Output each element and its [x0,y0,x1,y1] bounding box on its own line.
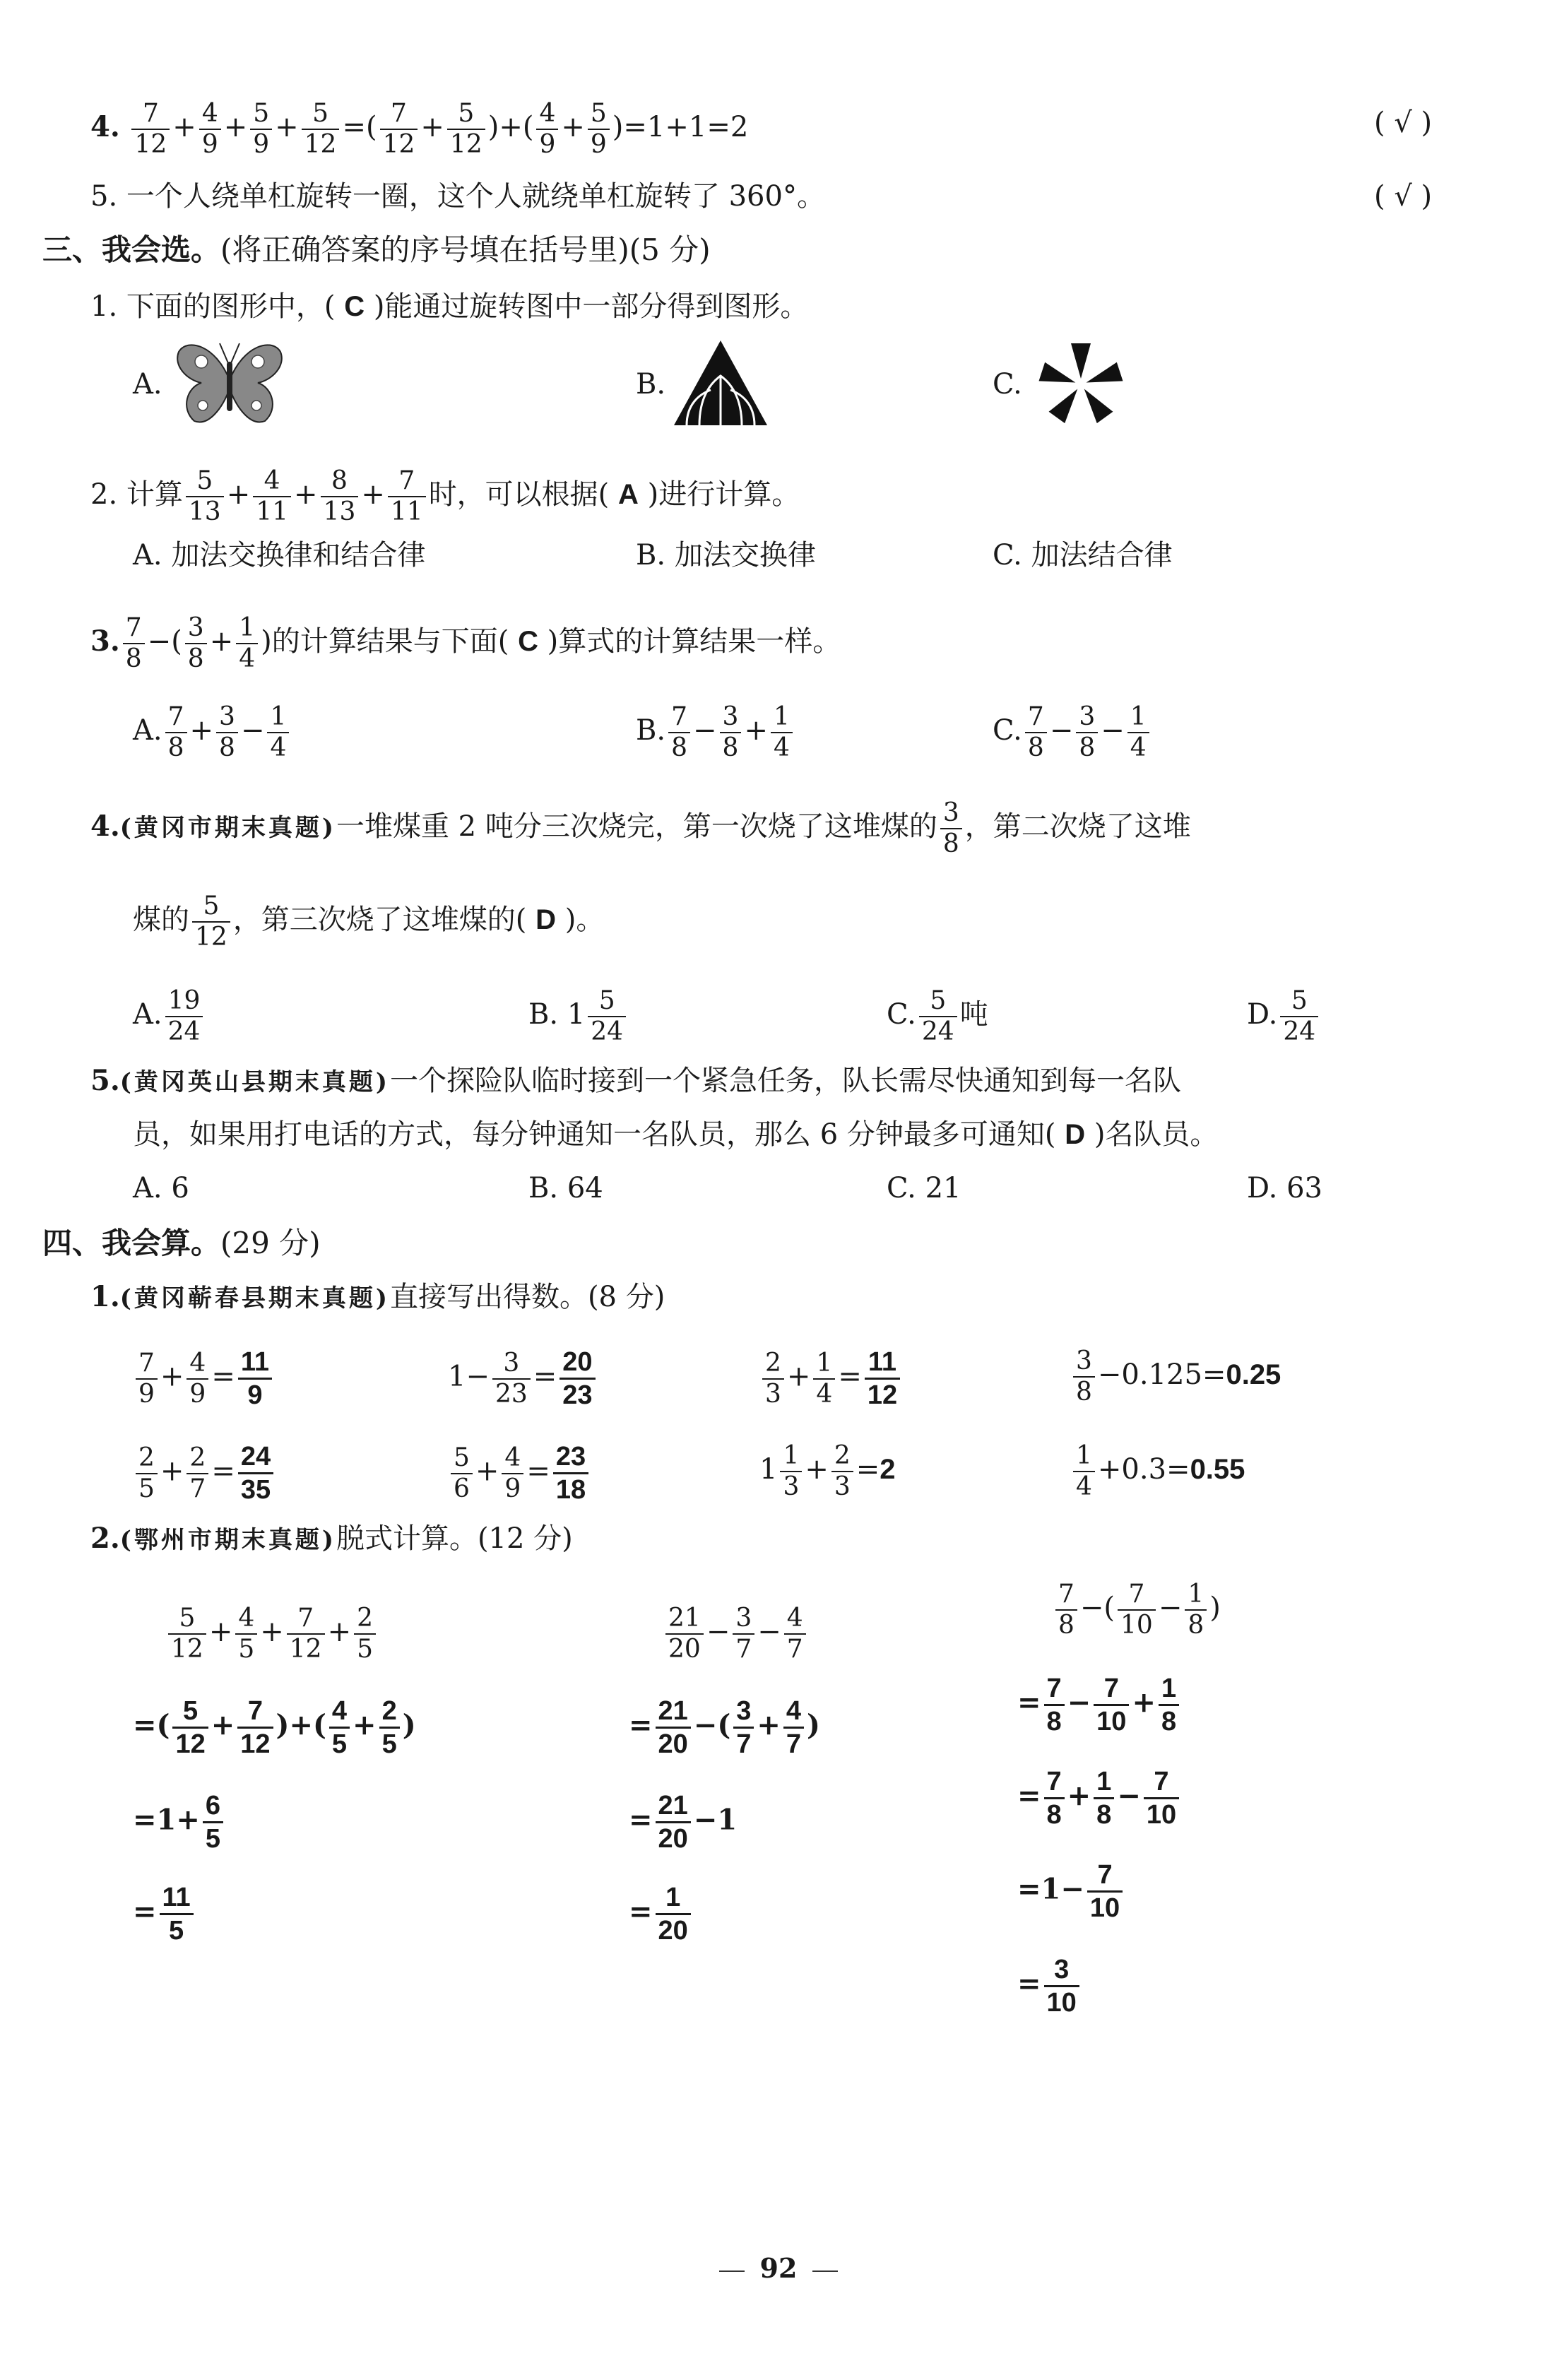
fraction: $\frac{2}{5}$ [354,1604,376,1664]
fraction: $\frac{7}{11}$ [388,466,426,527]
oral-calc-item: 1− $\frac{3}{23}$ = $\frac{20}{23}$ [448,1346,598,1411]
step-calc-step: = $\frac{7}{8}$ − $\frac{7}{10}$ + $\frac{1}{8}$ [1017,1673,1182,1737]
option-c: C. [993,368,1022,401]
fraction: $\frac{7}{8}$ [123,613,145,674]
fraction: $\frac{5}{12}$ [168,1604,206,1664]
option-c: C. 加法结合律 [993,539,1173,572]
judge-item-5: 5. 一个人绕单杠旋转一圈，这个人就绕单杠旋转了 360°。 [90,180,825,213]
fraction: $\frac{7}{8}$ [1044,1766,1065,1830]
fraction: $\frac{3}{8}$ [1073,1346,1095,1407]
fraction: $\frac{7}{8}$ [1025,702,1047,763]
fraction: $\frac{21}{20}$ [656,1695,691,1760]
fraction: $\frac{7}{12}$ [287,1604,325,1664]
option-d: D. $\frac{5}{24}$ [1247,986,1321,1047]
fraction: $\frac{4}{9}$ [536,99,558,160]
fraction: $\frac{4}{7}$ [783,1695,804,1760]
choice-q5-line1: 5.(黄冈英山县期末真题)一个探险队临时接到一个紧急任务，队长需尽快通知到每一名队 [90,1064,1181,1097]
step-calc-result: = $\frac{1}{20}$ [629,1882,694,1946]
option-a: A. 6 [133,1172,189,1204]
oral-calc-item: $\frac{1}{4}$ +0.3=0.55 [1070,1441,1245,1502]
fraction: $\frac{3}{8}$ [1076,702,1098,763]
fraction: $\frac{7}{10}$ [1094,1673,1129,1737]
option-b: B. [636,368,666,401]
step-calc-result: = $\frac{3}{10}$ [1017,1954,1082,2018]
fraction: $\frac{2}{3}$ [831,1441,853,1502]
option-b: B. 加法交换律 [636,539,816,572]
fraction: $\frac{1}{4}$ [236,613,258,674]
judge-item-4: 4. $\frac{7}{12}$ + $\frac{4}{9}$ + $\frac{5}{9}$ + $\frac{5}{12}$ =( $\frac{7}{12}$ + $\frac{5}{12}$ )+( $\frac{4}{9}$ + $\frac{5}{9}$ )=1+1=2 [90,99,749,159]
fraction: $\frac{3}{23}$ [492,1349,531,1409]
butterfly-icon [173,338,286,428]
oral-calc-item: $\frac{7}{9}$ + $\frac{4}{9}$ = $\frac{11}{9}$ [133,1346,275,1411]
fraction: $\frac{5}{12}$ [192,892,230,952]
fraction: $\frac{5}{12}$ [172,1695,208,1760]
fraction: $\frac{7}{10}$ [1144,1766,1179,1830]
fraction: $\frac{11}{5}$ [160,1882,194,1946]
choice-q4-line2: 煤的 $\frac{5}{12}$ ，第三次烧了这堆煤的( D )。 [133,892,605,952]
fraction: $\frac{5}{9}$ [250,99,272,160]
fraction: $\frac{5}{12}$ [302,99,340,160]
fraction: $\frac{7}{9}$ [136,1349,158,1409]
fraction: $\frac{1}{8}$ [1185,1580,1207,1640]
fraction: $\frac{4}{5}$ [235,1604,257,1664]
step-calc-step: =1− $\frac{7}{10}$ [1017,1859,1125,1924]
oral-calc-item: 1 $\frac{1}{3}$ + $\frac{2}{3}$ =2 [759,1441,896,1501]
page-number: 92 [0,2252,1557,2284]
step-calc-problem: $\frac{21}{20}$ − $\frac{3}{7}$ − $\frac{4}{7}$ [663,1604,809,1664]
fraction: $\frac{5}{6}$ [451,1443,473,1504]
fraction: $\frac{21}{20}$ [656,1790,691,1854]
fraction: $\frac{4}{9}$ [502,1443,523,1504]
option-a: A. $\frac{19}{24}$ [133,986,206,1047]
oral-calc-item: $\frac{2}{5}$ + $\frac{2}{7}$ = $\frac{24}{35}$ [133,1441,276,1505]
triangle-pattern-icon [671,338,770,428]
fraction: $\frac{2}{5}$ [379,1695,400,1760]
fraction: $\frac{5}{13}$ [186,466,224,527]
fraction: $\frac{3}{8}$ [185,613,207,674]
fraction: $\frac{1}{3}$ [780,1441,802,1502]
fraction: $\frac{2}{5}$ [136,1443,158,1504]
fraction: $\frac{4}{9}$ [187,1349,208,1409]
option-b: B. 1 $\frac{5}{24}$ [528,986,629,1047]
fraction: $\frac{7}{12}$ [237,1695,273,1760]
oral-calc-item: $\frac{5}{6}$ + $\frac{4}{9}$ = $\frac{23}{18}$ [448,1441,591,1505]
step-calc-result: = $\frac{11}{5}$ [133,1882,196,1946]
option-c: C. $\frac{5}{24}$ 吨 [887,986,988,1046]
fraction: $\frac{7}{8}$ [165,702,187,763]
judge-mark-5: ( √ ) [1374,180,1433,213]
fraction: $\frac{5}{24}$ [1280,986,1318,1047]
step-calc-problem: $\frac{5}{12}$ + $\frac{4}{5}$ + $\frac{7}{12}$ + $\frac{2}{5}$ [165,1604,379,1664]
fraction: $\frac{3}{8}$ [216,702,238,763]
choice-q2: 2. 计算 $\frac{5}{13}$ + $\frac{4}{11}$ + $\frac{8}{13}$ + $\frac{7}{11}$ 时，可以根据( A )进行计算。 [90,466,800,526]
fraction: $\frac{1}{4}$ [1127,702,1149,763]
fraction: $\frac{7}{12}$ [380,99,418,160]
judge-mark-4: ( √ ) [1374,107,1433,139]
fraction: $\frac{8}{13}$ [321,466,359,527]
step-calc-step: = $\frac{21}{20}$ −1 [629,1791,738,1854]
fraction: $\frac{7}{8}$ [668,702,690,763]
fraction: $\frac{4}{9}$ [199,99,221,160]
five-petal-icon [1031,339,1130,427]
fraction: $\frac{3}{7}$ [733,1604,754,1664]
fraction: $\frac{21}{20}$ [665,1604,704,1664]
fraction: $\frac{3}{7}$ [733,1695,754,1760]
step-calc-step: = $\frac{21}{20}$ −( $\frac{3}{7}$ + $\frac{4}{7}$ ) [629,1696,820,1759]
fraction: $\frac{1}{20}$ [656,1882,691,1946]
answer-fraction: $\frac{23}{18}$ [553,1441,588,1505]
fraction: $\frac{4}{7}$ [784,1604,806,1664]
fraction: $\frac{5}{24}$ [588,986,626,1047]
section-4-title: 四、我会算。(29 分) [42,1226,321,1260]
step-calc-problem: $\frac{7}{8}$ −( $\frac{7}{10}$ − $\frac{1}{8}$ ) [1053,1580,1221,1640]
fraction: $\frac{1}{8}$ [1094,1766,1114,1830]
choice-q5-line2: 员，如果用打电话的方式，每分钟通知一名队员，那么 6 分钟最多可通知( D )名队员。 [133,1118,1219,1151]
fraction: $\frac{6}{5}$ [203,1790,223,1854]
option-a: A. [133,368,162,401]
option-c: C. 21 [887,1172,961,1204]
fraction: $\frac{5}{24}$ [919,986,957,1047]
choice-q1: 1. 下面的图形中，( C )能通过旋转图中一部分得到图形。 [90,290,809,323]
fraction: $\frac{1}{8}$ [1159,1673,1179,1737]
answer-fraction: $\frac{24}{35}$ [238,1441,273,1505]
fraction: $\frac{1}{4}$ [813,1349,835,1409]
fraction: $\frac{7}{8}$ [1044,1673,1065,1737]
step-calc-step: =1+ $\frac{6}{5}$ [133,1790,226,1854]
fraction: $\frac{1}{4}$ [267,702,289,763]
answer-fraction: $\frac{20}{23}$ [560,1346,595,1411]
option-a: A. 加法交换律和结合律 [133,539,426,572]
step-calc-step: =( $\frac{5}{12}$ + $\frac{7}{12}$ )+( $\frac{4}{5}$ + $\frac{2}{5}$ ) [133,1696,416,1759]
fraction: $\frac{7}{8}$ [1055,1580,1077,1640]
option-b: B. $\frac{7}{8}$ − $\frac{3}{8}$ + $\frac{1}{4}$ [636,702,795,763]
fraction: $\frac{3}{8}$ [720,702,742,763]
fraction: $\frac{19}{24}$ [165,986,203,1047]
calc-q2-title: 2.(鄂州市期末真题)脱式计算。(12 分) [90,1522,573,1555]
option-a: A. $\frac{7}{8}$ + $\frac{3}{8}$ − $\frac{1}{4}$ [133,702,292,763]
answer-fraction: $\frac{11}{12}$ [865,1346,900,1411]
oral-calc-item: $\frac{3}{8}$ −0.125=0.25 [1070,1346,1281,1407]
fraction: $\frac{3}{10}$ [1044,1954,1079,2018]
fraction: $\frac{5}{12}$ [447,99,485,160]
fraction: $\frac{1}{4}$ [771,702,793,763]
oral-calc-item: $\frac{2}{3}$ + $\frac{1}{4}$ = $\frac{11}{12}$ [759,1346,903,1411]
answer-fraction: $\frac{11}{9}$ [238,1346,272,1411]
fraction: $\frac{7}{12}$ [131,99,170,160]
choice-q4-line1: 4.(黄冈市期末真题)一堆煤重 2 吨分三次烧完，第一次烧了这堆煤的 $\frac{3}{8}$ ，第二次烧了这堆 [90,798,1191,858]
fraction: $\frac{3}{8}$ [940,798,962,859]
fraction: $\frac{4}{11}$ [253,466,291,527]
option-d: D. 63 [1247,1172,1322,1204]
fraction: $\frac{5}{9}$ [588,99,610,160]
option-c: C. $\frac{7}{8}$ − $\frac{3}{8}$ − $\frac{1}{4}$ [993,702,1152,763]
calc-q1-title: 1.(黄冈蕲春县期末真题)直接写出得数。(8 分) [90,1280,665,1313]
choice-q3: 3. $\frac{7}{8}$ −( $\frac{3}{8}$ + $\frac{1}{4}$ )的计算结果与下面( C )算式的计算结果一样。 [90,613,841,673]
fraction: $\frac{7}{10}$ [1118,1580,1156,1640]
fraction: $\frac{7}{10}$ [1087,1859,1123,1924]
fraction: $\frac{2}{7}$ [187,1443,208,1504]
step-calc-step: = $\frac{7}{8}$ + $\frac{1}{8}$ − $\frac{7}{10}$ [1017,1766,1182,1830]
fraction: $\frac{4}{5}$ [329,1695,350,1760]
option-b: B. 64 [528,1172,603,1204]
section-3-title: 三、我会选。(将正确答案的序号填在括号里)(5 分) [42,232,711,267]
fraction: $\frac{2}{3}$ [762,1349,784,1409]
fraction: $\frac{1}{4}$ [1073,1441,1095,1502]
